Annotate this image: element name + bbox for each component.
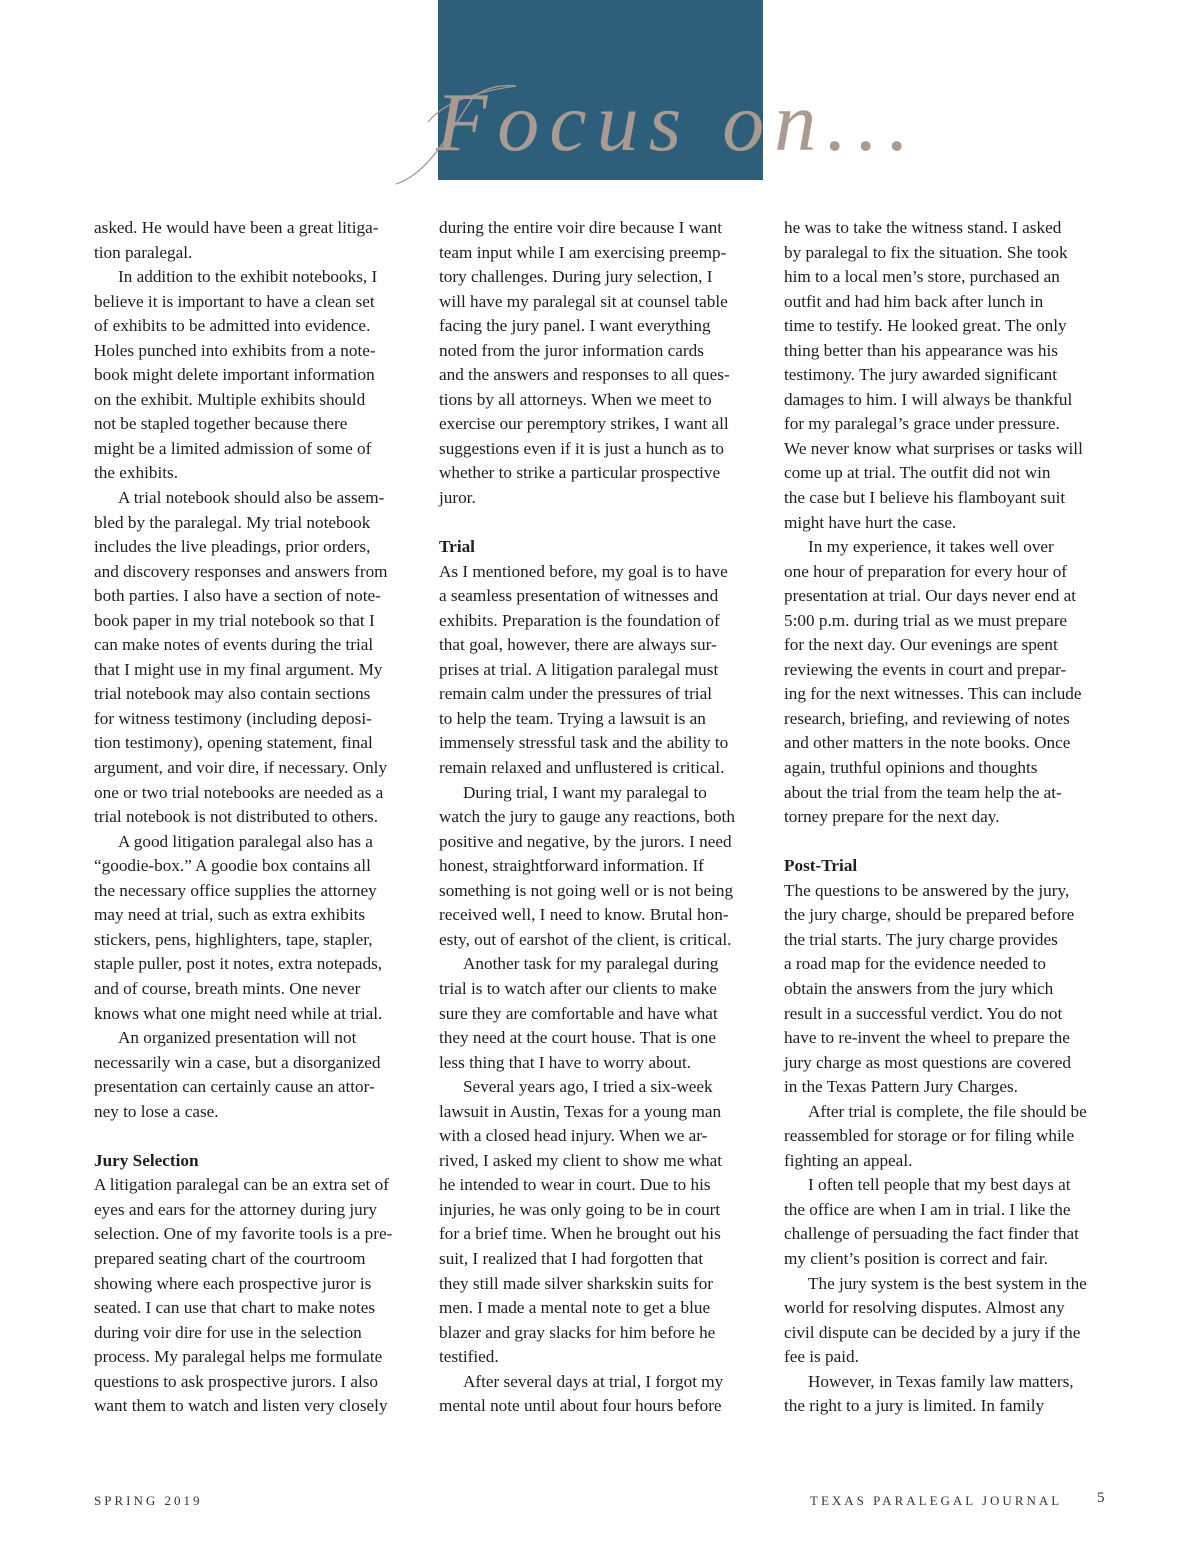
text-line: remain relaxed and unflustered is critical. bbox=[439, 758, 725, 778]
text-line: thing better than his appearance was his bbox=[784, 340, 1058, 360]
paragraph bbox=[94, 216, 410, 265]
paragraph bbox=[94, 1026, 410, 1124]
section-heading: Jury Selection bbox=[94, 1150, 199, 1170]
text-line: ing for the next witnesses. This can include bbox=[784, 684, 1082, 704]
text-line: We never know what surprises or tasks will bbox=[784, 438, 1083, 458]
text-line: As I mentioned before, my goal is to have bbox=[439, 561, 728, 581]
text-line: Holes punched into exhibits from a note- bbox=[94, 340, 376, 360]
text-line: one hour of preparation for every hour of bbox=[784, 561, 1068, 581]
text-line: knows what one might need while at trial. bbox=[94, 1003, 383, 1023]
text-line: might have hurt the case. bbox=[784, 512, 957, 532]
text-line: believe it is important to have a clean set bbox=[94, 291, 375, 311]
text-line: In addition to the exhibit notebooks, I bbox=[118, 267, 378, 287]
paragraph bbox=[94, 486, 410, 830]
text-line: I often tell people that my best days at bbox=[808, 1175, 1071, 1195]
text-line: that I might use in my final argument. My bbox=[94, 659, 383, 679]
column-3 bbox=[784, 216, 1106, 1419]
text-line: on the exhibit. Multiple exhibits should bbox=[94, 389, 366, 409]
text-line: that goal, however, there are always sur- bbox=[439, 635, 717, 655]
text-line: questions to ask prospective jurors. I also bbox=[94, 1371, 379, 1391]
text-line: they still made silver sharkskin suits for bbox=[439, 1273, 714, 1293]
text-line: A litigation paralegal can be an extra set of bbox=[94, 1175, 389, 1195]
text-line: eyes and ears for the attorney during jury bbox=[94, 1199, 378, 1219]
text-line: and other matters in the note books. Once bbox=[784, 733, 1071, 753]
text-line: reviewing the events in court and prepar- bbox=[784, 659, 1067, 679]
text-line: can make notes of events during the trial bbox=[94, 635, 374, 655]
text-line: However, in Texas family law matters, bbox=[808, 1371, 1074, 1391]
paragraph bbox=[439, 1370, 761, 1419]
paragraph-spacer bbox=[94, 1124, 410, 1149]
column-2 bbox=[439, 216, 761, 1419]
paragraph bbox=[94, 1173, 410, 1418]
text-line: Several years ago, I tried a six-week bbox=[463, 1077, 713, 1097]
text-line: noted from the juror information cards bbox=[439, 340, 704, 360]
text-line: suggestions even if it is just a hunch as to bbox=[439, 438, 724, 458]
text-line: A trial notebook should also be assem- bbox=[118, 488, 385, 508]
section-heading: Post-Trial bbox=[784, 856, 858, 876]
text-line: torney prepare for the next day. bbox=[784, 807, 1000, 827]
text-line: trial notebook is not distributed to others. bbox=[94, 807, 379, 827]
text-line: exhibits. Preparation is the foundation of bbox=[439, 610, 720, 630]
paragraph bbox=[439, 560, 761, 781]
text-line: The questions to be answered by the jury, bbox=[784, 880, 1070, 900]
text-line: sure they are comfortable and have what bbox=[439, 1003, 718, 1023]
paragraph bbox=[784, 216, 1106, 535]
text-line: Another task for my paralegal during bbox=[463, 954, 719, 974]
text-line: the exhibits. bbox=[94, 463, 179, 483]
text-line: After several days at trial, I forgot my bbox=[463, 1371, 724, 1391]
text-line: remain calm under the pressures of trial bbox=[439, 684, 712, 704]
text-line: men. I made a mental note to get a blue bbox=[439, 1298, 711, 1318]
text-line: the office are when I am in trial. I like the bbox=[784, 1199, 1071, 1219]
text-line: blazer and gray slacks for him before he bbox=[439, 1322, 716, 1342]
text-line: injuries, he was only going to be in court bbox=[439, 1199, 721, 1219]
column-1 bbox=[94, 216, 410, 1419]
text-line: for a brief time. When he brought out his bbox=[439, 1224, 721, 1244]
text-line: process. My paralegal helps me formulate bbox=[94, 1347, 383, 1367]
text-line: damages to him. I will always be thankful bbox=[784, 389, 1073, 409]
text-line: After trial is complete, the file should be bbox=[808, 1101, 1087, 1121]
text-line: During trial, I want my paralegal to bbox=[463, 782, 707, 802]
text-line: argument, and voir dire, if necessary. Only bbox=[94, 758, 388, 778]
text-line: stickers, pens, highlighters, tape, stapler, bbox=[94, 929, 373, 949]
text-line: again, truthful opinions and thoughts bbox=[784, 758, 1038, 778]
text-line: for my paralegal’s grace under pressure. bbox=[784, 414, 1060, 434]
text-line: tory challenges. During jury selection, I bbox=[439, 267, 713, 287]
text-line: ney to lose a case. bbox=[94, 1101, 219, 1121]
text-line: exercise our peremptory strikes, I want all bbox=[439, 414, 729, 434]
section-heading: Trial bbox=[439, 537, 475, 557]
focus-on-title bbox=[388, 62, 920, 202]
text-line: the case but I believe his flamboyant suit bbox=[784, 488, 1066, 508]
text-line: tions by all attorneys. When we meet to bbox=[439, 389, 712, 409]
text-line: presentation at trial. Our days never end at bbox=[784, 586, 1077, 606]
text-line: and the answers and responses to all ques- bbox=[439, 365, 730, 385]
text-line: showing where each prospective juror is bbox=[94, 1273, 372, 1293]
text-line: mental note until about four hours before bbox=[439, 1396, 722, 1416]
text-line: positive and negative, by the jurors. I need bbox=[439, 831, 732, 851]
text-line: the necessary office supplies the attorney bbox=[94, 880, 377, 900]
text-line: testified. bbox=[439, 1347, 499, 1367]
paragraph-spacer bbox=[784, 830, 1106, 855]
text-line: lawsuit in Austin, Texas for a young man bbox=[439, 1101, 722, 1121]
text-line: for the next day. Our evenings are spent bbox=[784, 635, 1058, 655]
text-line: An organized presentation will not bbox=[118, 1028, 357, 1048]
text-line: during voir dire for use in the selection bbox=[94, 1322, 362, 1342]
text-line: prepared seating chart of the courtroom bbox=[94, 1248, 366, 1268]
paragraph bbox=[784, 535, 1106, 830]
text-line: about the trial from the team help the at- bbox=[784, 782, 1062, 802]
text-line: selection. One of my favorite tools is a pre- bbox=[94, 1224, 393, 1244]
text-line: one or two trial notebooks are needed as a bbox=[94, 782, 384, 802]
text-line: received well, I need to know. Brutal hon- bbox=[439, 905, 729, 925]
text-line: the trial starts. The jury charge provides bbox=[784, 929, 1058, 949]
text-line: come up at trial. The outfit did not win bbox=[784, 463, 1051, 483]
text-line: asked. He would have been a great litiga- bbox=[94, 218, 379, 237]
text-line: the jury charge, should be prepared before bbox=[784, 905, 1075, 925]
footer-issue: SPRING 2019 bbox=[94, 1493, 203, 1508]
text-line: juror. bbox=[439, 488, 476, 508]
text-line: jury charge as most questions are covered bbox=[784, 1052, 1072, 1072]
text-line: watch the jury to gauge any reactions, both bbox=[439, 807, 735, 827]
text-line: facing the jury panel. I want everything bbox=[439, 316, 711, 336]
text-line: bled by the paralegal. My trial notebook bbox=[94, 512, 371, 532]
text-line: challenge of persuading the fact finder that bbox=[784, 1224, 1079, 1244]
text-line: The jury system is the best system in the bbox=[808, 1273, 1087, 1293]
text-line: will have my paralegal sit at counsel table bbox=[439, 291, 728, 311]
text-line: the right to a jury is limited. In family bbox=[784, 1396, 1045, 1416]
text-line: with a closed head injury. When we ar- bbox=[439, 1126, 708, 1146]
text-line: honest, straightforward information. If bbox=[439, 856, 704, 876]
text-line: necessarily win a case, but a disorganized bbox=[94, 1052, 381, 1072]
text-line: time to testify. He looked great. The only bbox=[784, 316, 1067, 336]
text-line: 5:00 p.m. during trial as we must prepare bbox=[784, 610, 1068, 630]
text-line: world for resolving disputes. Almost any bbox=[784, 1298, 1065, 1318]
text-line: something is not going well or is not being bbox=[439, 880, 734, 900]
text-line: he intended to wear in court. Due to his bbox=[439, 1175, 711, 1195]
text-line: trial is to watch after our clients to make bbox=[439, 978, 717, 998]
text-line: in the Texas Pattern Jury Charges. bbox=[784, 1077, 1018, 1097]
text-line: fee is paid. bbox=[784, 1347, 859, 1367]
paragraph bbox=[439, 1075, 761, 1370]
text-line: whether to strike a particular prospective bbox=[439, 463, 721, 483]
text-line: seated. I can use that chart to make notes bbox=[94, 1298, 376, 1318]
paragraph bbox=[784, 879, 1106, 1100]
text-line: both parties. I also have a section of note- bbox=[94, 586, 381, 606]
page-number: 5 bbox=[1097, 1490, 1105, 1506]
text-line: esty, out of earshot of the client, is critical. bbox=[439, 929, 732, 949]
text-line: A good litigation paralegal also has a bbox=[118, 831, 373, 851]
text-line: outfit and had him back after lunch in bbox=[784, 291, 1044, 311]
text-line: tion testimony), opening statement, final bbox=[94, 733, 373, 753]
text-line: civil dispute can be decided by a jury if the bbox=[784, 1322, 1081, 1342]
footer-journal-name: TEXAS PARALEGAL JOURNAL bbox=[810, 1493, 1063, 1508]
text-line: they need at the court house. That is one bbox=[439, 1028, 716, 1048]
text-line: he was to take the witness stand. I asked bbox=[784, 218, 1062, 237]
text-line: for witness testimony (including deposi- bbox=[94, 708, 372, 728]
text-line: In my experience, it takes well over bbox=[808, 537, 1054, 557]
text-line: book paper in my trial notebook so that I bbox=[94, 610, 375, 630]
text-line: team input while I am exercising preemp- bbox=[439, 242, 727, 262]
text-line: by paralegal to fix the situation. She took bbox=[784, 242, 1068, 262]
text-line: book might delete important information bbox=[94, 365, 375, 385]
text-line: want them to watch and listen very closely bbox=[94, 1396, 388, 1416]
paragraph bbox=[439, 216, 761, 511]
text-line: my client’s position is correct and fair. bbox=[784, 1248, 1048, 1268]
text-line: and discovery responses and answers from bbox=[94, 561, 388, 581]
focus-on-text: Focus on... bbox=[436, 76, 920, 169]
text-line: obtain the answers from the jury which bbox=[784, 978, 1054, 998]
paragraph bbox=[439, 781, 761, 953]
text-line: research, briefing, and reviewing of notes bbox=[784, 708, 1070, 728]
text-line: rived, I asked my client to show me what bbox=[439, 1150, 723, 1170]
text-line: result in a successful verdict. You do not bbox=[784, 1003, 1063, 1023]
text-line: immensely stressful task and the ability to bbox=[439, 733, 729, 753]
paragraph bbox=[784, 1272, 1106, 1370]
text-line: a seamless presentation of witnesses and bbox=[439, 586, 719, 606]
text-line: testimony. The jury awarded significant bbox=[784, 365, 1058, 385]
paragraph bbox=[784, 1173, 1106, 1271]
text-line: might be a limited admission of some of bbox=[94, 438, 372, 458]
paragraph bbox=[439, 952, 761, 1075]
text-line: of exhibits to be admitted into evidence. bbox=[94, 316, 371, 336]
paragraph bbox=[94, 830, 410, 1026]
text-line: may need at trial, such as extra exhibits bbox=[94, 905, 366, 925]
text-line: have to re-invent the wheel to prepare the bbox=[784, 1028, 1070, 1048]
text-line: not be stapled together because there bbox=[94, 414, 348, 434]
text-line: him to a local men’s store, purchased an bbox=[784, 267, 1060, 287]
paragraph-spacer bbox=[439, 511, 761, 536]
paragraph bbox=[784, 1100, 1106, 1174]
text-line: trial notebook may also contain sections bbox=[94, 684, 371, 704]
text-line: presentation can certainly cause an attor- bbox=[94, 1077, 375, 1097]
text-line: “goodie-box.” A goodie box contains all bbox=[94, 856, 371, 876]
text-line: a road map for the evidence needed to bbox=[784, 954, 1046, 974]
text-line: includes the live pleadings, prior orders, bbox=[94, 537, 371, 557]
text-line: suit, I realized that I had forgotten that bbox=[439, 1248, 704, 1268]
text-line: tion paralegal. bbox=[94, 242, 193, 262]
paragraph bbox=[784, 1370, 1106, 1419]
text-line: and of course, breath mints. One never bbox=[94, 978, 361, 998]
text-line: fighting an appeal. bbox=[784, 1150, 913, 1170]
text-line: staple puller, post it notes, extra notepads, bbox=[94, 954, 383, 974]
text-line: during the entire voir dire because I want bbox=[439, 218, 723, 237]
text-line: to help the team. Trying a lawsuit is an bbox=[439, 708, 706, 728]
paragraph bbox=[94, 265, 410, 486]
text-line: prises at trial. A litigation paralegal must bbox=[439, 659, 719, 679]
text-line: less thing that I have to worry about. bbox=[439, 1052, 692, 1072]
text-line: reassembled for storage or for filing while bbox=[784, 1126, 1075, 1146]
